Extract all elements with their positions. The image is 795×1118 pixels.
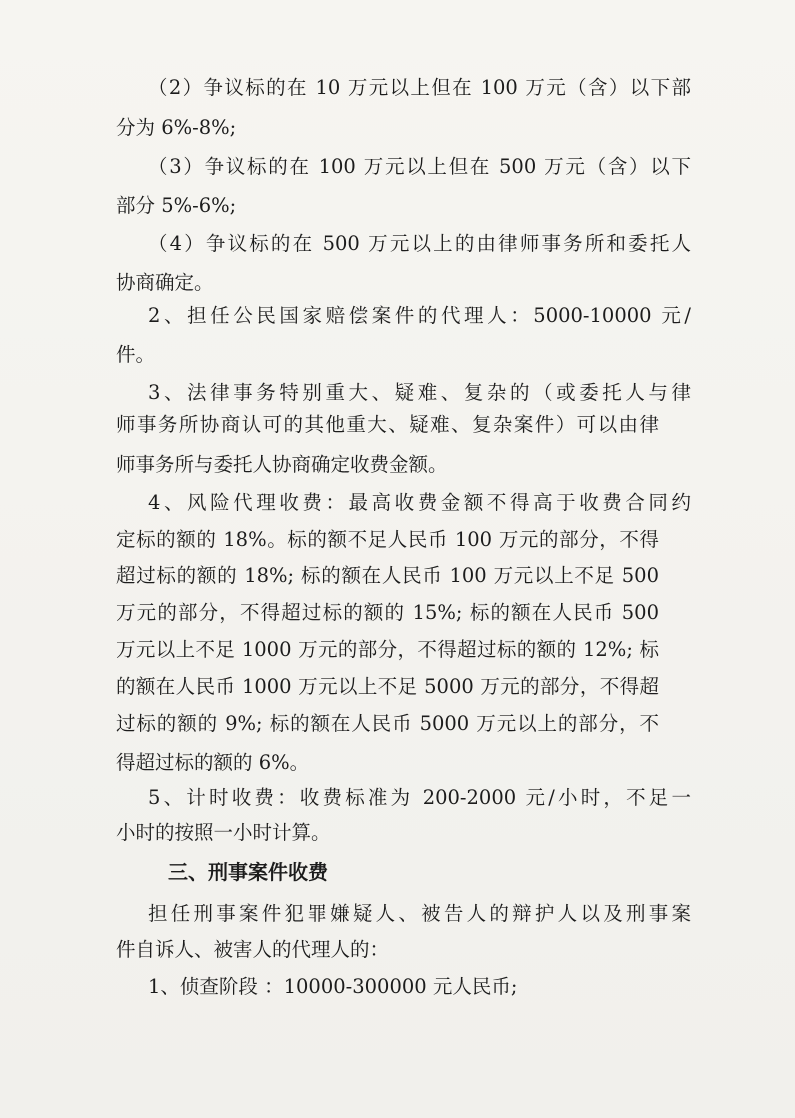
text-line: 万元的部分，不得超过标的额的 15%; 标的额在人民币 500: [116, 601, 659, 624]
text-line: 3、法律事务特别重大、疑难、复杂的（或委托人与律: [148, 381, 691, 404]
text-line: 师事务所与委托人协商确定收费金额。: [116, 453, 448, 476]
text-line: 5、计时收费：收费标准为 200-2000 元/小时，不足一: [148, 786, 691, 809]
text-line: 件。: [116, 343, 156, 366]
text-line: （3）争议标的在 100 万元以上但在 500 万元（含）以下: [148, 155, 691, 178]
text-line: 定标的额的 18%。标的额不足人民币 100 万元的部分，不得: [116, 528, 659, 551]
text-line: 过标的额的 9%; 标的额在人民币 5000 万元以上的部分，不: [116, 712, 659, 735]
text-line: 超过标的额的 18%; 标的额在人民币 100 万元以上不足 500: [116, 564, 659, 587]
text-line: 的额在人民币 1000 万元以上不足 5000 万元的部分，不得超: [116, 675, 659, 698]
text-line: 担任刑事案件犯罪嫌疑人、被告人的辩护人以及刑事案: [148, 902, 691, 925]
text-line: 件自诉人、被害人的代理人的：: [116, 938, 390, 961]
text-line: 得超过标的额的 6%。: [116, 751, 310, 774]
text-line: 2、担任公民国家赔偿案件的代理人：5000-10000 元/: [148, 304, 691, 327]
text-line: 部分 5%-6%;: [116, 194, 237, 217]
text-line: 万元以上不足 1000 万元的部分，不得超过标的额的 12%; 标: [116, 638, 659, 661]
section-heading: 三、刑事案件收费: [168, 860, 328, 884]
text-line: 1、侦查阶段 ：10000-300000 元人民币;: [148, 975, 518, 998]
text-line: 分为 6%-8%;: [116, 116, 237, 139]
text-line: 协商确定。: [116, 271, 214, 294]
text-line: （2）争议标的在 10 万元以上但在 100 万元（含）以下部: [148, 76, 691, 99]
text-line: 小时的按照一小时计算。: [116, 821, 331, 844]
text-line: 4、风险代理收费：最高收费金额不得高于收费合同约: [148, 491, 691, 514]
text-line: 师事务所协商认可的其他重大、疑难、复杂案件）可以由律: [116, 413, 659, 436]
text-line: （4）争议标的在 500 万元以上的由律师事务所和委托人: [148, 232, 691, 255]
